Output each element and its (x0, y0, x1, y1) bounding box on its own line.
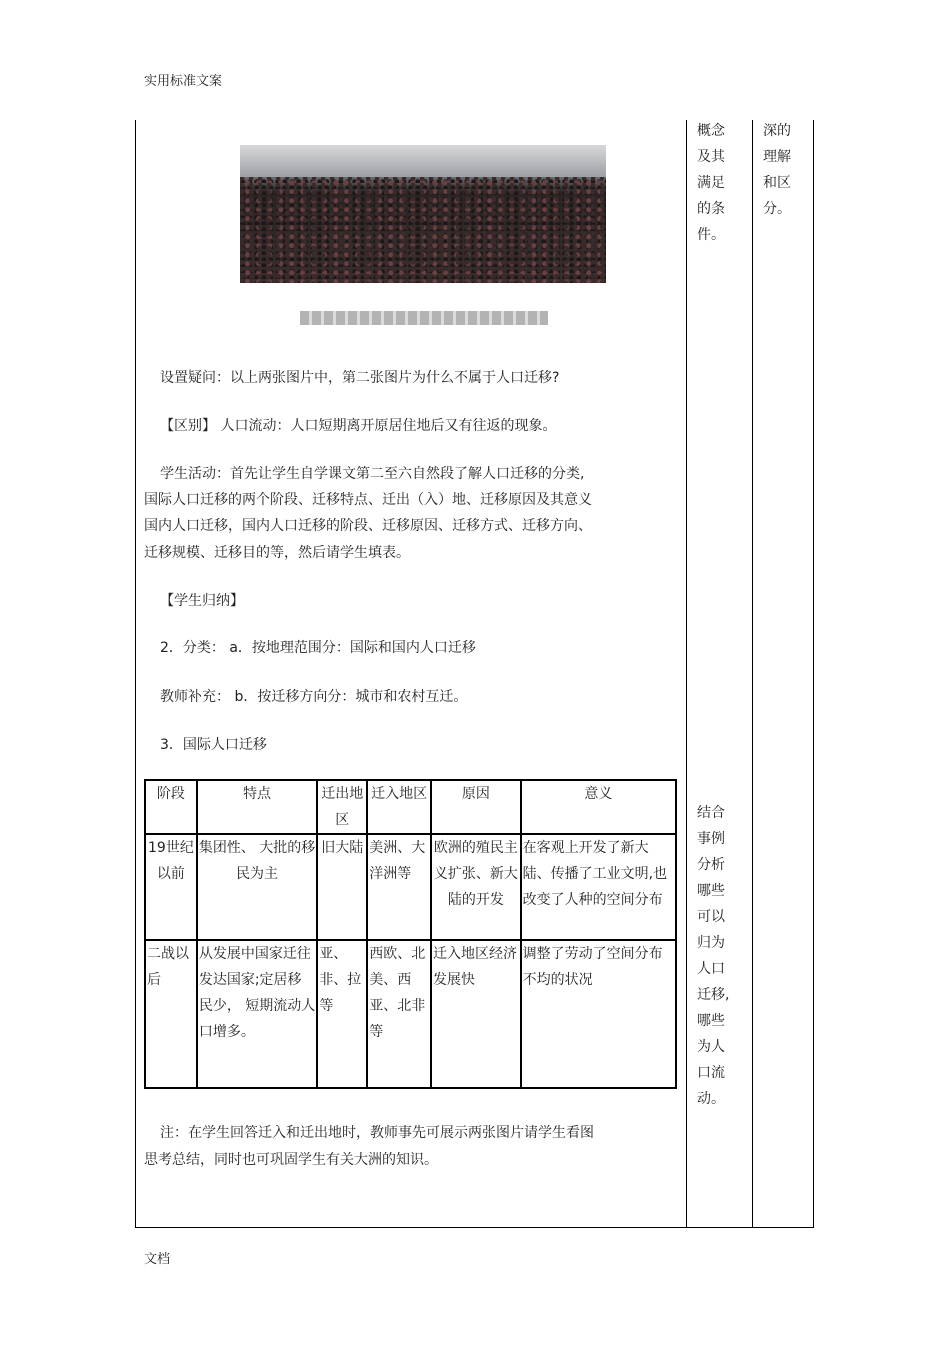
header-significance: 意义 (521, 780, 676, 834)
activity-line-1: 学生活动：首先让学生自学课文第二至六自然段了解人口迁移的分类, (160, 466, 585, 482)
migration-table (144, 779, 677, 1089)
table-row (145, 834, 676, 940)
question-paragraph: 设置疑问：以上两张图片中，第二张图片为什么不属于人口迁移? (160, 370, 560, 386)
header-destination: 迁入地区 (367, 780, 431, 834)
side-note-examples: 结合事例分析哪些可以归为人口迁移,哪些为人口流动。 (697, 805, 730, 1107)
side-note-concept: 概念及其满足的条件。 (697, 123, 725, 243)
classify-paragraph: 2．分类： a．按地理范围分：国际和国内人口迁移 (160, 640, 476, 656)
summary-title: 【学生归纳】 (160, 593, 244, 609)
cell-reason: 欧洲的殖民主义扩张、新大陆的开发 (431, 834, 521, 940)
cell-stage: 二战以后 (145, 940, 197, 1088)
header-origin: 迁出地区 (317, 780, 367, 834)
teacher-supplement: 教师补充： b．按迁移方向分：城市和农村互迁。 (160, 689, 468, 705)
cell-reason: 迁入地区经济发展快 (431, 940, 521, 1088)
activity-line-3: 国内人口迁移，国内人口迁移的阶段、迁移原因、迁移方式、迁移方向、 (144, 518, 592, 534)
frame-bottom-border (135, 1227, 814, 1228)
distinction-paragraph: 【区别】 人口流动：人口短期离开原居住地后又有往返的现象。 (160, 418, 557, 434)
photo-caption (300, 311, 548, 325)
page-footer: 文档 (144, 1252, 171, 1267)
frame-right-border (813, 120, 814, 1228)
cell-significance: 调整了劳动了空间分布不均的状况 (521, 940, 676, 1088)
cell-origin: 旧大陆 (317, 834, 367, 940)
frame-left-border (135, 120, 136, 1228)
cell-feature: 集团性、 大批的移民为主 (197, 834, 317, 940)
header-stage: 阶段 (145, 780, 197, 834)
crowd-photo-sky (240, 145, 606, 177)
table-row (145, 940, 676, 1088)
side-note-understanding: 深的理解和区分。 (763, 123, 791, 217)
header-feature: 特点 (197, 780, 317, 834)
cell-destination: 西欧、北美、西亚、北非等 (367, 940, 431, 1088)
note-line-1: 注：在学生回答迁入和迁出地时，教师事先可展示两张图片请学生看图 (160, 1125, 594, 1141)
table-header-row (145, 780, 676, 834)
page-header: 实用标准文案 (144, 74, 223, 89)
cell-destination: 美洲、大洋洲等 (367, 834, 431, 940)
activity-line-4: 迁移规模、迁移目的等，然后请学生填表。 (144, 545, 410, 561)
cell-stage: 19世纪以前 (145, 834, 197, 940)
note-line-2: 思考总结，同时也可巩固学生有关大洲的知识。 (144, 1152, 438, 1168)
frame-divider-1 (686, 120, 687, 1228)
cell-significance: 在客观上开发了新大陆、传播了工业文明,也改变了人种的空间分布 (521, 834, 676, 940)
frame-divider-2 (752, 120, 753, 1228)
international-migration-title: 3．国际人口迁移 (160, 737, 267, 753)
cell-origin: 亚、非、拉等 (317, 940, 367, 1088)
cell-feature: 从发展中国家迁往发达国家;定居移民少， 短期流动人口增多。 (197, 940, 317, 1088)
header-reason: 原因 (431, 780, 521, 834)
activity-line-2: 国际人口迁移的两个阶段、迁移特点、迁出（入）地、迁移原因及其意义 (144, 492, 592, 508)
